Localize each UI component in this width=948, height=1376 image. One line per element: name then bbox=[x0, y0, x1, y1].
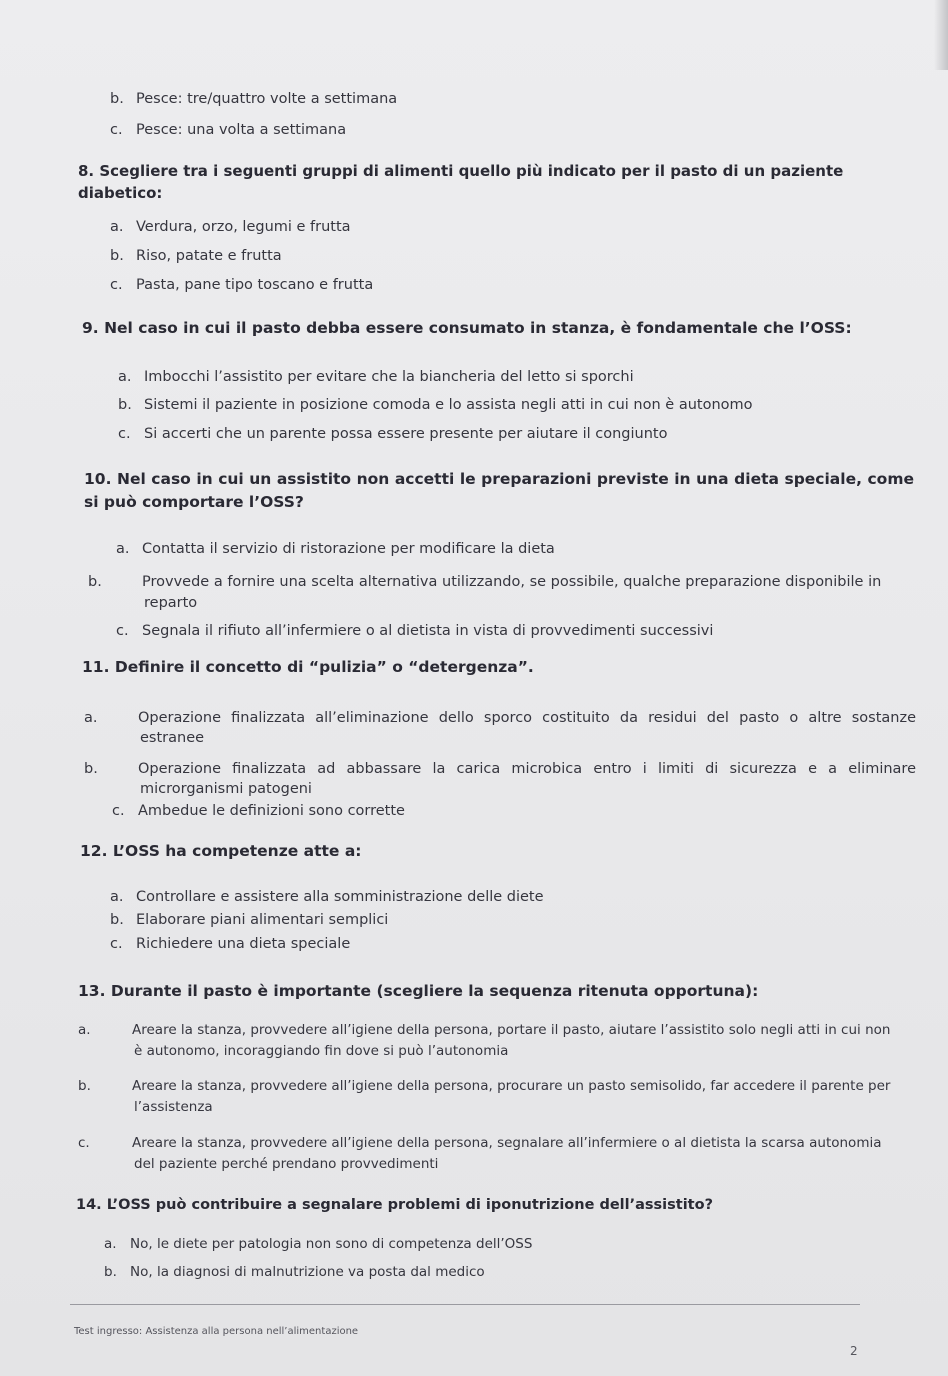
option-text: Sistemi il paziente in posizione comoda e lo assista negli atti in cui non è autonomo bbox=[144, 397, 753, 413]
option-text: Riso, patate e frutta bbox=[136, 248, 282, 264]
option-7b bbox=[110, 90, 397, 109]
option-letter: b. bbox=[88, 574, 102, 590]
option-letter: a. bbox=[104, 1236, 117, 1252]
option-letter: c. bbox=[110, 122, 123, 138]
option-text: Contatta il servizio di ristorazione per modificare la dieta bbox=[142, 541, 555, 557]
option-letter: c. bbox=[116, 623, 129, 639]
option-10c bbox=[116, 622, 713, 641]
question-8: 8. Scegliere tra i seguenti gruppi di alimenti quello più indicato per il pasto di un paziente diabetico: bbox=[78, 162, 844, 202]
option-letter: a. bbox=[118, 369, 132, 385]
option-7c bbox=[110, 121, 346, 140]
option-text: No, le diete per patologia non sono di competenza dell’OSS bbox=[130, 1236, 533, 1252]
option-text: Verdura, orzo, legumi e frutta bbox=[136, 219, 351, 235]
option-12b bbox=[110, 911, 388, 930]
option-letter: a. bbox=[116, 541, 130, 557]
option-13a bbox=[78, 1020, 900, 1062]
footer-divider bbox=[70, 1304, 860, 1305]
option-9a bbox=[118, 368, 634, 387]
option-text: Si accerti che un parente possa essere presente per aiutare il congiunto bbox=[144, 426, 668, 442]
option-10a bbox=[116, 540, 555, 559]
option-text: Provvede a fornire una scelta alternativa utilizzando, se possibile, qualche preparazione disponibile in reparto bbox=[142, 574, 882, 611]
option-8b bbox=[110, 247, 282, 266]
footer-title: Test ingresso: Assistenza alla persona nell’alimentazione bbox=[74, 1326, 359, 1337]
option-text: Pasta, pane tipo toscano e frutta bbox=[136, 277, 374, 293]
option-10b bbox=[88, 572, 930, 614]
option-letter: a. bbox=[110, 219, 124, 235]
option-8a bbox=[110, 218, 351, 237]
option-text: Pesce: tre/quattro volte a settimana bbox=[136, 91, 398, 107]
option-13c bbox=[78, 1133, 900, 1175]
option-letter: c. bbox=[110, 936, 123, 952]
option-letter: c. bbox=[110, 277, 123, 293]
question-9: 9. Nel caso in cui il pasto debba essere consumato in stanza, è fondamentale che l’OSS: bbox=[82, 319, 852, 337]
option-letter: c. bbox=[78, 1135, 90, 1151]
option-text: Imbocchi l’assistito per evitare che la biancheria del letto si sporchi bbox=[144, 369, 634, 385]
option-letter: b. bbox=[110, 248, 124, 264]
option-8c bbox=[110, 276, 373, 295]
option-text: Areare la stanza, provvedere all’igiene della persona, portare il pasto, aiutare l’assistito solo negli atti in cui non è autonomo, incoraggiando fin dove si può l’autonomia bbox=[132, 1022, 891, 1059]
option-letter: c. bbox=[112, 803, 125, 819]
option-letter: c. bbox=[118, 426, 131, 442]
option-letter: a. bbox=[78, 1022, 91, 1038]
option-letter: b. bbox=[104, 1264, 117, 1280]
option-9b bbox=[118, 396, 753, 415]
option-14a bbox=[104, 1235, 532, 1254]
page-corner-shadow bbox=[934, 0, 948, 70]
option-letter: b. bbox=[78, 1078, 91, 1094]
option-9c bbox=[118, 425, 667, 444]
option-text: Operazione finalizzata ad abbassare la carica microbica entro i limiti di sicurezza e a eliminare microrganismi patogeni bbox=[138, 761, 916, 797]
option-text: Segnala il rifiuto all’infermiere o al dietista in vista di provvedimenti successivi bbox=[142, 623, 714, 639]
question-13: 13. Durante il pasto è importante (scegliere la sequenza ritenuta opportuna): bbox=[78, 982, 759, 1000]
option-11c bbox=[112, 802, 405, 821]
option-text: Elaborare piani alimentari semplici bbox=[136, 912, 389, 928]
question-14: 14. L’OSS può contribuire a segnalare problemi di iponutrizione dell’assistito? bbox=[76, 1197, 713, 1213]
option-letter: a. bbox=[84, 710, 98, 726]
option-letter: a. bbox=[110, 889, 124, 905]
option-12a bbox=[110, 888, 544, 907]
option-12c bbox=[110, 935, 350, 954]
option-11a bbox=[84, 708, 916, 748]
option-letter: b. bbox=[118, 397, 132, 413]
option-text: Operazione finalizzata all’eliminazione dello sporco costituito da residui del pasto o altre sostanze estranee bbox=[138, 710, 916, 746]
option-letter: b. bbox=[110, 912, 124, 928]
option-11b bbox=[84, 759, 916, 799]
option-text: No, la diagnosi di malnutrizione va posta dal medico bbox=[130, 1264, 485, 1280]
option-letter: b. bbox=[110, 91, 124, 107]
option-text: Areare la stanza, provvedere all’igiene della persona, procurare un pasto semisolido, far accedere il parente per l’assistenza bbox=[132, 1078, 891, 1115]
question-11: 11. Definire il concetto di “pulizia” o “detergenza”. bbox=[82, 658, 534, 676]
option-text: Pesce: una volta a settimana bbox=[136, 122, 347, 138]
option-text: Ambedue le definizioni sono corrette bbox=[138, 803, 405, 819]
option-13b bbox=[78, 1076, 900, 1118]
option-text: Controllare e assistere alla somministrazione delle diete bbox=[136, 889, 544, 905]
question-10: 10. Nel caso in cui un assistito non accetti le preparazioni previste in una dieta speciale, come si può comportare l’OSS? bbox=[84, 470, 914, 511]
option-letter: b. bbox=[84, 761, 98, 777]
option-text: Areare la stanza, provvedere all’igiene della persona, segnalare all’infermiere o al dietista la scarsa autonomia del paziente perché prendano provvedimenti bbox=[132, 1135, 882, 1172]
question-12: 12. L’OSS ha competenze atte a: bbox=[80, 842, 362, 860]
page-number: 2 bbox=[850, 1344, 858, 1358]
option-14b bbox=[104, 1263, 485, 1282]
option-text: Richiedere una dieta speciale bbox=[136, 936, 351, 952]
